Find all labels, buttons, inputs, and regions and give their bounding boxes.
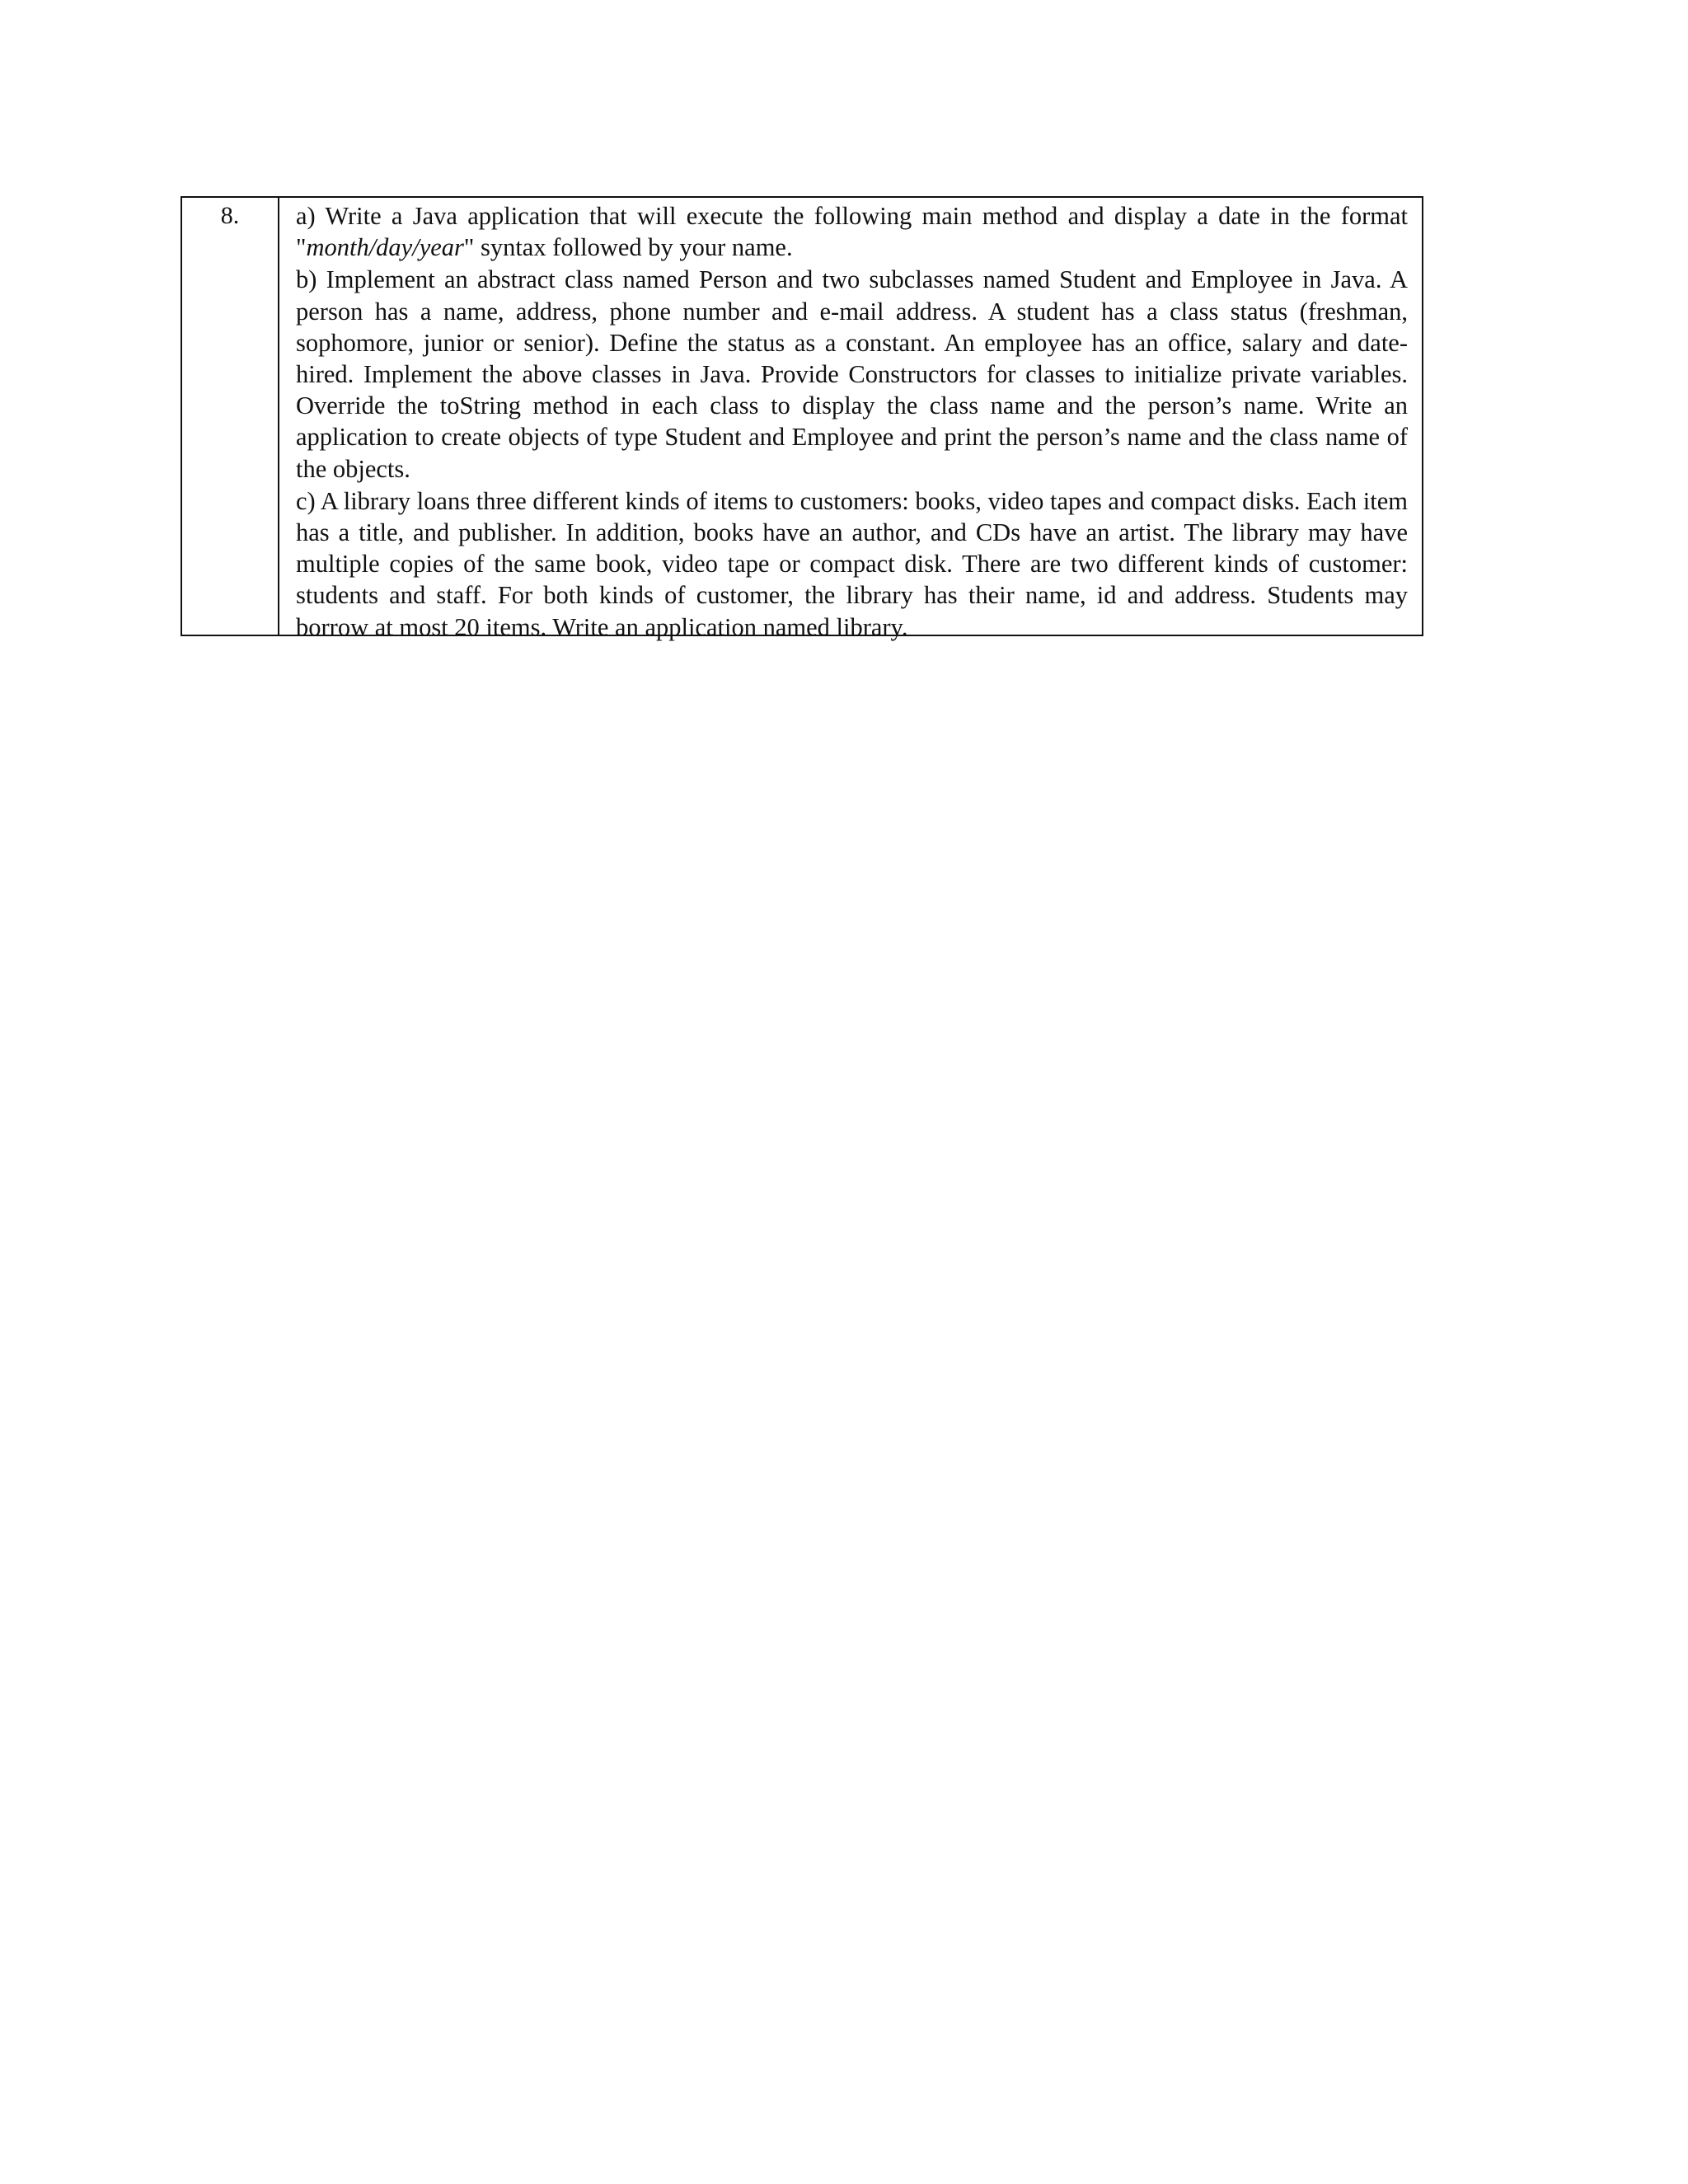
part-a-text-end: " syntax followed by your name. [463, 233, 793, 262]
question-number: 8. [182, 198, 279, 635]
part-a-text-start: a) Write a Java application that will execute the following main method and display a date in the format " [296, 202, 1408, 262]
part-a [296, 200, 1408, 263]
question-table [181, 196, 1423, 641]
question-content [279, 198, 1422, 641]
part-b: b) Implement an abstract class named Person and two subclasses named Student and Employee in Java. A person has a name, address, phone number and e-mail address. A student has a class status (freshman, sophomore, junior or senior). Define the status as a constant. An employee has an office, salary and date-hired. Implement the above classes in Java. Provide Constructors for classes to initialize private variables. Override the toString method in each class to display the class name and the person’s name. Write an application to create objects of type Student and Employee and print the person’s name and the class name of the objects. [296, 265, 1408, 483]
part-c: c) A library loans three different kinds of items to customers: books, video tapes and compact disks. Each item has a title, and publisher. In addition, books have an author, and CDs have an artist. The library may have multiple copies of the same book, video tape or compact disk. There are two different kinds of customer: students and staff. For both kinds of customer, the library has their name, id and address. Students may borrow at most 20 items. Write an application named library. [296, 486, 1408, 641]
part-a-format: month/day/year [306, 233, 464, 262]
